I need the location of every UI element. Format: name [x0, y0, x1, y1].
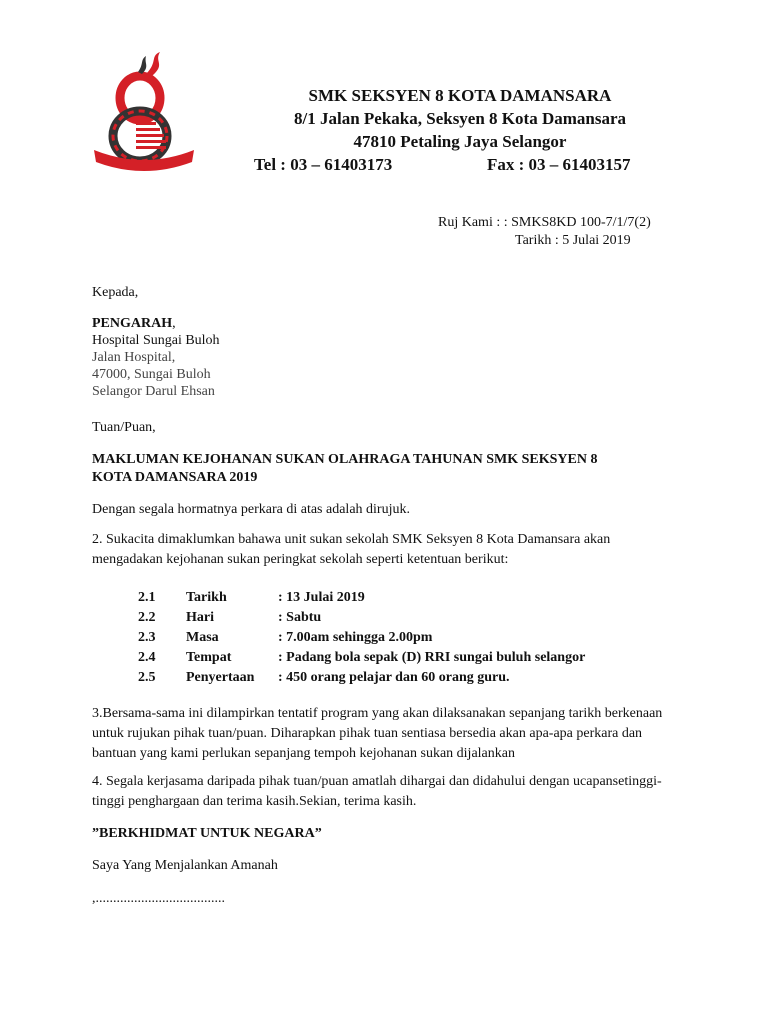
school-name: SMK SEKSYEN 8 KOTA DAMANSARA: [308, 86, 612, 105]
detail-num: 2.1: [138, 590, 156, 605]
letter-date: Tarikh : 5 Julai 2019: [515, 233, 631, 248]
closing-amanah: Saya Yang Menjalankan Amanah: [92, 858, 278, 873]
kepada: Kepada,: [92, 285, 139, 300]
detail-row: [138, 648, 585, 668]
recipient-title-text: PENGARAH: [92, 316, 173, 331]
reference-number: Ruj Kami : : SMKS8KD 100-7/1/7(2): [438, 215, 651, 230]
detail-label: Tempat: [186, 650, 232, 665]
detail-label: Masa: [186, 630, 219, 645]
detail-label: Penyertaan: [186, 670, 255, 685]
detail-value: : 7.00am sehingga 2.00pm: [278, 630, 433, 645]
motto: ”BERKHIDMAT UNTUK NEGARA”: [92, 826, 322, 841]
detail-num: 2.2: [138, 610, 156, 625]
detail-num: 2.5: [138, 670, 156, 685]
event-details: [138, 588, 585, 688]
school-logo: [88, 52, 200, 178]
detail-value: : Sabtu: [278, 610, 322, 625]
detail-value: : 13 Julai 2019: [278, 590, 365, 605]
recipient-line: 47000, Sungai Buloh: [92, 367, 211, 382]
paragraph-3: 3.Bersama-sama ini dilampirkan tentatif program yang akan dilaksanakan sepanjang tarikh berkenaan untuk rujukan pihak tuan/puan. Diharapkan pihak tuan sentiasa bersedia akan apa-apa perkara dan bantuan yang kami perlukan sepanjang tempoh kejohanan sukan dijalankan: [92, 706, 663, 761]
recipient-line: Hospital Sungai Buloh: [92, 333, 220, 348]
recipient-line: Selangor Darul Ehsan: [92, 384, 215, 399]
recipient-line: Jalan Hospital,: [92, 350, 176, 365]
detail-label: Tarikh: [186, 590, 227, 605]
detail-value: : Padang bola sepak (D) RRI sungai buluh selangor: [278, 650, 586, 665]
detail-row: [138, 628, 585, 648]
recipient-title-comma: ,: [172, 316, 176, 331]
telephone: Tel : 03 – 61403173: [254, 155, 393, 174]
detail-row: [138, 608, 585, 628]
paragraph-4: 4. Segala kerjasama daripada pihak tuan/puan amatlah dihargai dan didahului dengan ucapansetinggi-tinggi penghargaan dan terima kasih.Sekian, terima kasih.: [92, 774, 662, 809]
detail-label: Hari: [186, 610, 214, 625]
fax: Fax : 03 – 61403157: [487, 155, 631, 174]
paragraph-1: Dengan segala hormatnya perkara di atas adalah dirujuk.: [92, 502, 410, 517]
detail-num: 2.4: [138, 650, 156, 665]
address-line-2: 47810 Petaling Jaya Selangor: [353, 132, 567, 151]
paragraph-2: 2. Sukacita dimaklumkan bahawa unit sukan sekolah SMK Seksyen 8 Kota Damansara akan mengadakan kejohanan sukan peringkat sekolah seperti ketentuan berikut:: [92, 532, 611, 567]
detail-num: 2.3: [138, 630, 156, 645]
detail-row: [138, 668, 585, 688]
recipient-title: [92, 315, 692, 332]
subject-line-2: KOTA DAMANSARA 2019: [92, 470, 258, 485]
signature-line: ,.....................................: [92, 891, 225, 906]
address-line-1: 8/1 Jalan Pekaka, Seksyen 8 Kota Damansara: [294, 109, 626, 128]
subject-line-1: MAKLUMAN KEJOHANAN SUKAN OLAHRAGA TAHUNAN SMK SEKSYEN 8: [92, 452, 598, 467]
detail-row: [138, 588, 585, 608]
school-crest-icon: [88, 52, 200, 178]
greeting: Tuan/Puan,: [92, 420, 156, 435]
detail-value: : 450 orang pelajar dan 60 orang guru.: [278, 670, 510, 685]
